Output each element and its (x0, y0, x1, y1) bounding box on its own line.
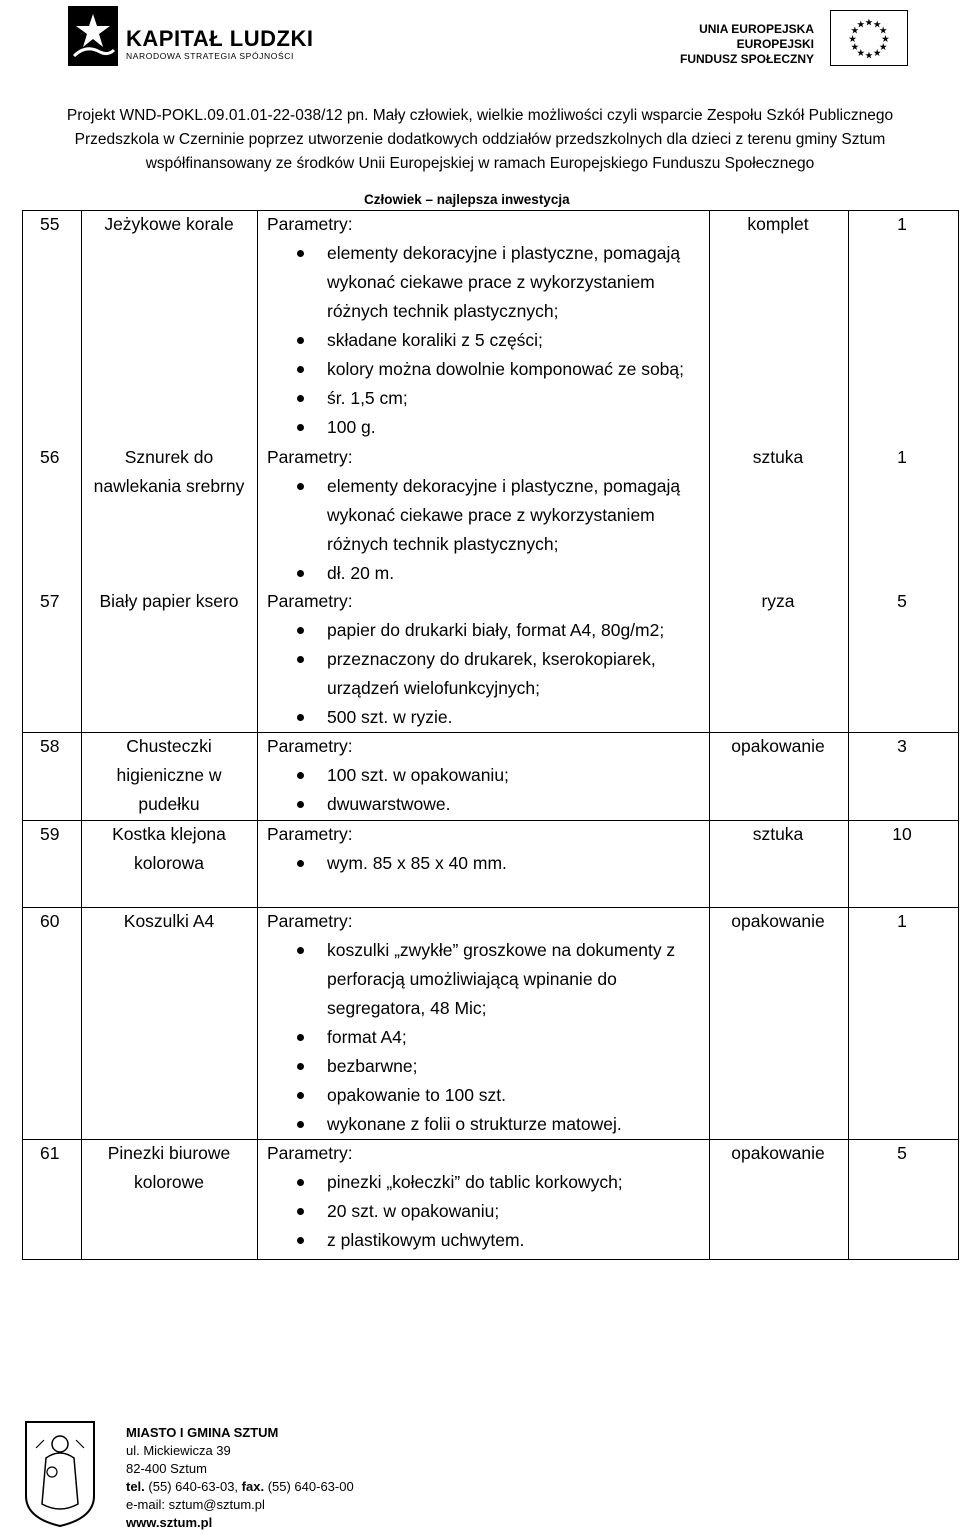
parameters-label: Parametry: (267, 824, 353, 844)
sztum-crest-icon (22, 1418, 98, 1530)
footer-org: MIASTO I GMINA SZTUM (126, 1425, 279, 1440)
parameter-item: 100 szt. w opakowaniu; (257, 761, 509, 790)
parameters-list (257, 936, 675, 1139)
item-number: 59 (40, 824, 60, 844)
footer-fax: (55) 640-63-00 (267, 1479, 354, 1494)
project-description (0, 104, 960, 176)
parameter-item: wykonane z folii o strukturze matowej. (257, 1110, 675, 1139)
parameter-item: wym. 85 x 85 x 40 mm. (257, 849, 507, 878)
project-line-1: Projekt WND-POKL.09.01.01-22-038/12 pn. Mały człowiek, wielkie możliwości czyli wsparcie Zespołu Szkół Publicznego (66, 107, 894, 124)
item-number: 58 (40, 736, 60, 756)
footer-street: ul. Mickiewicza 39 (126, 1443, 231, 1458)
kapital-ludzki-title: KAPITAŁ LUDZKI (126, 26, 314, 51)
parameter-item: różnych technik plastycznych; (327, 534, 559, 554)
parameter-item: dwuwarstwowe. (257, 790, 509, 819)
footer-www[interactable]: www.sztum.pl (126, 1515, 213, 1530)
eu-star-icon: ★ (850, 42, 860, 54)
item-name: pudełku (138, 794, 200, 814)
parameter-item: elementy dekoracyjne i plastyczne, pomagają (257, 472, 680, 501)
parameters-label: Parametry: (267, 911, 353, 931)
parameter-item: pinezki „kołeczki” do tablic korkowych; (257, 1168, 623, 1197)
tagline: Człowiek – najlepsza inwestycja (364, 192, 570, 207)
item-quantity: 10 (892, 824, 912, 844)
item-unit: opakowanie (731, 736, 825, 756)
eu-star-icon: ★ (848, 33, 857, 45)
item-quantity: 5 (897, 591, 907, 611)
item-name: Jeżykowe korale (104, 214, 234, 234)
item-number: 61 (40, 1143, 60, 1163)
parameters-label: Parametry: (267, 591, 353, 611)
footer-city: 82-400 Sztum (126, 1461, 207, 1476)
item-name: Sznurek do (124, 447, 214, 467)
item-quantity: 1 (897, 911, 907, 931)
table-row-border (22, 1259, 959, 1260)
kapital-ludzki-subtitle: NARODOWA STRATEGIA SPÓJNOŚCI (126, 51, 294, 61)
item-number: 60 (40, 911, 60, 931)
item-name: higieniczne w (116, 765, 222, 785)
eu-line-1: UNIA EUROPEJSKA (699, 22, 814, 36)
item-quantity: 1 (897, 214, 907, 234)
item-unit: opakowanie (731, 911, 825, 931)
parameter-item: kolory można dowolnie komponować ze sobą; (257, 355, 684, 384)
eu-star-icon: ★ (850, 25, 860, 37)
footer-phone (126, 1478, 354, 1496)
project-line-3: współfinansowany ze środków Unii Europejskiej w ramach Europejskiego Funduszu Społecznego (145, 155, 815, 172)
table-column-border (958, 210, 959, 1260)
footer-tel-label: tel. (126, 1479, 145, 1494)
eu-star-icon: ★ (878, 25, 888, 37)
item-quantity: 3 (897, 736, 907, 756)
parameter-item: koszulki „zwykłe” groszkowe na dokumenty z (257, 936, 675, 965)
footer-fax-label: fax. (241, 1479, 265, 1494)
parameter-item: bezbarwne; (257, 1052, 675, 1081)
parameters-label: Parametry: (267, 214, 353, 234)
parameters-label: Parametry: (267, 1143, 353, 1163)
parameters-label: Parametry: (267, 447, 353, 467)
parameter-item: elementy dekoracyjne i plastyczne, pomagają (257, 239, 684, 268)
parameters-list (257, 849, 507, 878)
parameter-item: urządzeń wielofunkcyjnych; (327, 678, 541, 698)
item-name: Kostka klejona (112, 824, 226, 844)
parameter-item: wykonać ciekawe prace z wykorzystaniem (327, 272, 655, 292)
item-name: Pinezki biurowe (107, 1143, 231, 1163)
parameter-item: 500 szt. w ryzie. (257, 703, 664, 732)
eu-star-icon: ★ (878, 42, 888, 54)
parameters-list (257, 1168, 623, 1255)
eu-star-icon: ★ (864, 17, 874, 29)
eu-line-2: EUROPEJSKI (736, 37, 814, 51)
eu-star-icon: ★ (872, 48, 882, 60)
parameter-item: dł. 20 m. (257, 559, 680, 588)
parameters-list (257, 616, 664, 732)
footer-contact (126, 1424, 354, 1532)
parameter-item: przeznaczony do drukarek, kserokopiarek, (257, 645, 664, 674)
eu-logo-text (680, 22, 814, 67)
item-name: nawlekania srebrny (93, 476, 245, 496)
item-unit: opakowanie (731, 1143, 825, 1163)
item-number: 57 (40, 591, 60, 611)
item-number: 55 (40, 214, 60, 234)
items-table (22, 210, 959, 1260)
table-column-border (22, 210, 23, 1260)
eu-flag-icon (830, 10, 908, 66)
parameter-item: wykonać ciekawe prace z wykorzystaniem (327, 505, 655, 525)
parameter-item: 20 szt. w opakowaniu; (257, 1197, 623, 1226)
parameters-list (257, 239, 684, 442)
eu-star-icon: ★ (872, 19, 882, 31)
project-line-2: Przedszkola w Czerninie poprzez utworzenie dodatkowych oddziałów przedszkolnych dla dzieci z terenu gminy Sztum (74, 131, 886, 148)
eu-line-3: FUNDUSZ SPOŁECZNY (679, 52, 814, 66)
item-quantity: 5 (897, 1143, 907, 1163)
eu-star-icon: ★ (881, 33, 890, 45)
item-number: 56 (40, 447, 60, 467)
eu-star-icon: ★ (856, 19, 866, 31)
parameter-item: różnych technik plastycznych; (327, 301, 559, 321)
eu-star-icon: ★ (856, 48, 866, 60)
parameter-item: śr. 1,5 cm; (257, 384, 684, 413)
parameter-item: segregatora, 48 Mic; (327, 998, 487, 1018)
eu-star-icon: ★ (864, 50, 874, 62)
footer-tel: (55) 640-63-03, (148, 1479, 239, 1494)
item-unit: sztuka (752, 447, 804, 467)
item-quantity: 1 (897, 447, 907, 467)
item-name: Koszulki A4 (123, 911, 215, 931)
eu-logo (679, 10, 908, 70)
item-name: Chusteczki (126, 736, 212, 756)
parameter-item: papier do drukarki biały, format A4, 80g/m2; (257, 616, 664, 645)
parameter-item: z plastikowym uchwytem. (257, 1226, 623, 1255)
item-name: Biały papier ksero (99, 591, 239, 611)
item-unit: sztuka (752, 824, 804, 844)
item-name: kolorowe (133, 1172, 205, 1192)
kapital-ludzki-logo (66, 4, 314, 70)
parameter-item: opakowanie to 100 szt. (257, 1081, 675, 1110)
parameter-item: format A4; (257, 1023, 675, 1052)
parameters-list (257, 761, 509, 819)
parameters-label: Parametry: (267, 736, 353, 756)
parameter-item: perforacją umożliwiającą wpinanie do (327, 969, 617, 989)
kapital-ludzki-emblem-icon (66, 4, 120, 68)
item-name: kolorowa (133, 853, 205, 873)
item-unit: ryza (761, 591, 795, 611)
parameter-item: składane koraliki z 5 części; (257, 326, 684, 355)
item-unit: komplet (747, 214, 809, 234)
parameters-list (257, 472, 680, 588)
parameter-item: 100 g. (257, 413, 684, 442)
footer-email[interactable]: e-mail: sztum@sztum.pl (126, 1497, 265, 1512)
